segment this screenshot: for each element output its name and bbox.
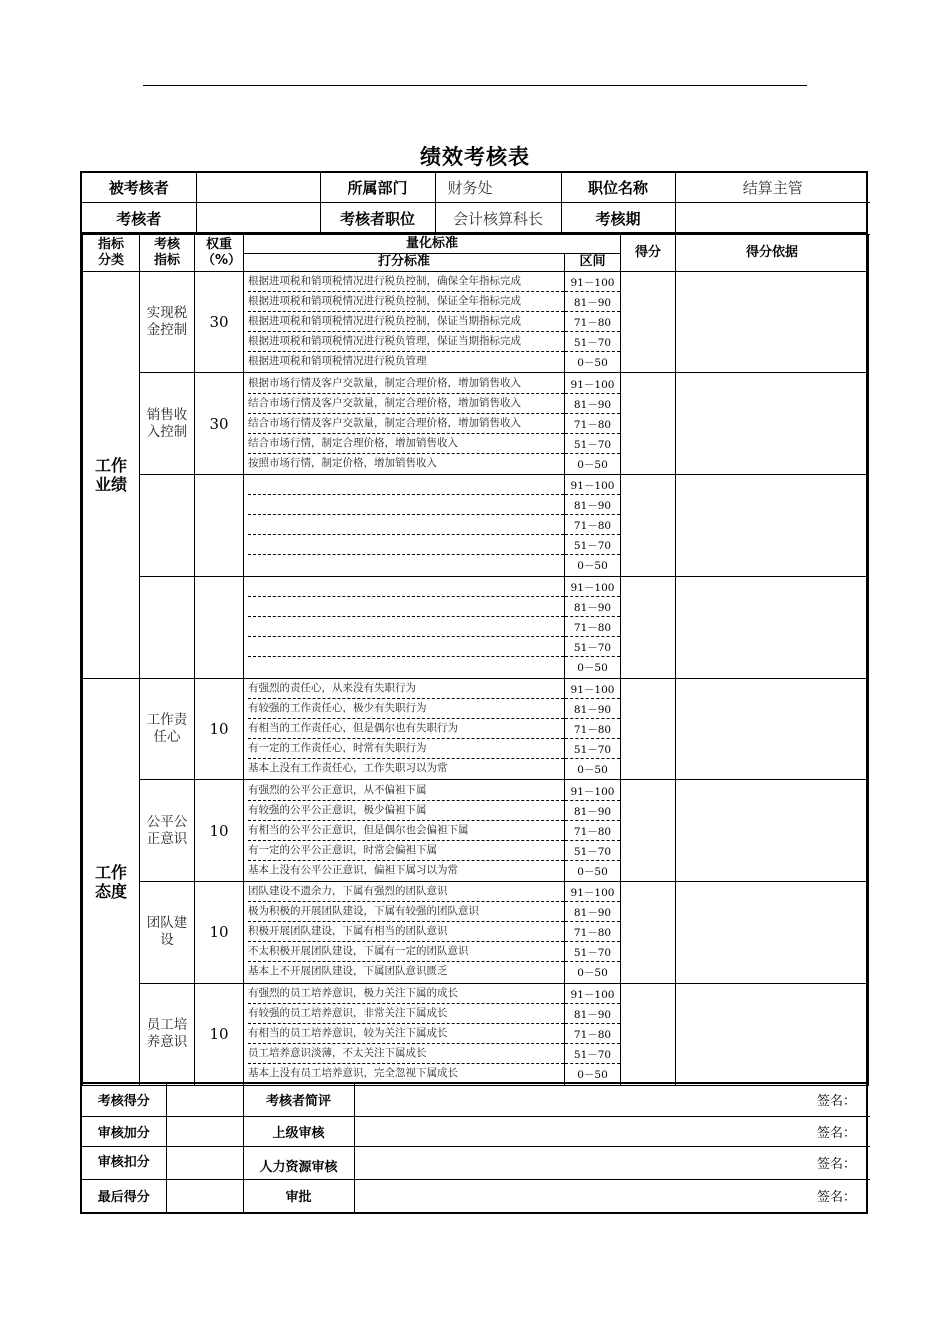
range-value: 0－50 <box>577 356 608 369</box>
category-work-attitude <box>83 678 140 1085</box>
criterion-line: 员工培养意识淡薄，不太关注下属成长 <box>248 1044 564 1064</box>
indicator-name-cell <box>140 576 195 678</box>
range-value: 71－80 <box>565 922 620 942</box>
indicator-weight <box>195 576 244 678</box>
indicator-weight: 10 <box>195 882 244 984</box>
criterion-line <box>248 657 564 677</box>
col-category-header <box>83 235 140 271</box>
range-value: 71－80 <box>565 617 620 637</box>
criterion-line: 有较强的员工培养意识，非常关注下属成长 <box>248 1004 564 1024</box>
page-title: 绩效考核表 <box>420 144 530 169</box>
score-basis-field[interactable] <box>676 983 869 1085</box>
range-value: 51－70 <box>565 1044 620 1064</box>
info-table <box>80 171 868 232</box>
score-ranges <box>565 271 621 373</box>
indicator-weight: 10 <box>195 780 244 882</box>
footer-hr-sign[interactable]: 签名： <box>354 1146 870 1179</box>
criterion-line: 根据市场行情及客户交款量，制定合理价格，增加销售收入 <box>248 374 564 394</box>
indicator-name-cell <box>140 780 195 882</box>
footer-superior-label: 上级审核 <box>243 1116 354 1146</box>
indicator-name: 工作责任心 <box>146 711 188 745</box>
criterion-line: 有强烈的责任心，从来没有失职行为 <box>248 679 564 699</box>
assessor-field[interactable] <box>196 202 320 234</box>
criterion-line: 有相当的员工培养意识，较为关注下属成长 <box>248 1024 564 1044</box>
footer-review-sign[interactable]: 签名： <box>354 1084 870 1116</box>
range-value: 71－80 <box>565 312 620 332</box>
criterion-line: 有较强的公平公正意识，极少偏袒下属 <box>248 801 564 821</box>
indicator-row <box>83 576 869 678</box>
range-value: 91－100 <box>565 781 620 801</box>
position-label: 职位名称 <box>561 173 675 202</box>
col-range-header: 区间 <box>565 253 621 271</box>
range-value: 51－70 <box>565 841 620 861</box>
criterion-line: 基本上没有公平公正意识，偏袒下属习以为常 <box>248 863 458 876</box>
criterion-line: 结合市场行情及客户交款量，制定合理价格，增加销售收入 <box>248 394 564 414</box>
score-basis-field[interactable] <box>676 271 869 373</box>
score-field[interactable] <box>621 983 676 1085</box>
range-value: 0－50 <box>577 662 608 675</box>
col-indicator-header <box>140 235 195 271</box>
assessment-table <box>80 232 868 1084</box>
indicator-row <box>83 373 869 475</box>
criterion-line: 基本上没有员工培养意识，完全忽视下属成长 <box>248 1067 458 1080</box>
range-value: 0－50 <box>577 763 608 776</box>
indicator-name: 销售收入控制 <box>146 406 188 440</box>
range-value: 91－100 <box>565 882 620 902</box>
criterion-line <box>248 515 564 535</box>
range-value: 51－70 <box>565 942 620 962</box>
criterion-line: 不太积极开展团队建设，下属有一定的团队意识 <box>248 942 564 962</box>
col-quant-header: 量化标准 <box>244 235 621 253</box>
score-field[interactable] <box>621 373 676 475</box>
criterion-line: 基本上没有工作责任心，工作失职习以为常 <box>248 761 448 774</box>
range-value: 91－100 <box>565 679 620 699</box>
criterion-line: 结合市场行情，制定合理价格，增加销售收入 <box>248 434 564 454</box>
criterion-line: 根据进项税和销项税情况进行税负控制，保证当期指标完成 <box>248 312 564 332</box>
scoring-criteria <box>244 271 565 373</box>
indicator-name: 员工培养意识 <box>146 1017 188 1051</box>
footer-review-label: 考核者简评 <box>243 1084 354 1116</box>
footer-final-label: 最后得分 <box>82 1179 166 1212</box>
scoring-criteria <box>244 475 565 577</box>
footer-table <box>80 1084 868 1214</box>
footer-approval-sign[interactable]: 签名： <box>354 1179 870 1212</box>
footer-superior-sign[interactable]: 签名： <box>354 1116 870 1146</box>
range-value: 81－90 <box>565 1004 620 1024</box>
col-indicator-text: 考核指标 <box>153 236 180 268</box>
range-value: 51－70 <box>565 739 620 759</box>
score-ranges <box>565 983 621 1085</box>
indicator-name-cell <box>140 678 195 780</box>
score-field[interactable] <box>621 475 676 577</box>
scoring-criteria <box>244 882 565 984</box>
footer-hr-label: 人力资源审核 <box>243 1146 354 1179</box>
range-value: 71－80 <box>565 1024 620 1044</box>
criterion-line: 有强烈的员工培养意识，极力关注下属的成长 <box>248 984 564 1004</box>
score-ranges <box>565 780 621 882</box>
criterion-line: 根据进项税和销项税情况进行税负管理，保证当期指标完成 <box>248 332 564 352</box>
score-ranges <box>565 576 621 678</box>
range-value: 91－100 <box>565 475 620 495</box>
department-label: 所属部门 <box>320 173 435 202</box>
criterion-line <box>248 597 564 617</box>
score-field[interactable] <box>621 678 676 780</box>
range-value: 81－90 <box>565 699 620 719</box>
category-label: 工作业绩 <box>94 455 127 494</box>
score-basis-field[interactable] <box>676 475 869 577</box>
col-category-text: 指标分类 <box>97 236 124 268</box>
assessor-label: 考核者 <box>82 202 196 234</box>
range-value: 71－80 <box>565 821 620 841</box>
assessee-field[interactable] <box>196 173 320 202</box>
range-value: 0－50 <box>577 865 608 878</box>
criterion-line: 积极开展团队建设，下属有相当的团队意识 <box>248 922 564 942</box>
score-ranges <box>565 882 621 984</box>
range-value: 91－100 <box>565 984 620 1004</box>
scoring-criteria <box>244 373 565 475</box>
range-value: 51－70 <box>565 434 620 454</box>
indicator-row <box>83 271 869 373</box>
criterion-line: 根据进项税和销项税情况进行税负控制，确保全年指标完成 <box>248 272 564 292</box>
criterion-line: 有相当的公平公正意识，但是偶尔也会偏袒下属 <box>248 821 564 841</box>
footer-add-label: 审核加分 <box>82 1116 166 1146</box>
indicator-name-cell <box>140 475 195 577</box>
period-label: 考核期 <box>561 202 675 234</box>
indicator-row <box>83 780 869 882</box>
indicator-weight <box>195 475 244 577</box>
indicator-name-cell <box>140 373 195 475</box>
criterion-line: 根据进项税和销项税情况进行税负控制，保证全年指标完成 <box>248 292 564 312</box>
criterion-line: 结合市场行情及客户交款量，制定合理价格，增加销售收入 <box>248 414 564 434</box>
indicator-row <box>83 678 869 780</box>
range-value: 51－70 <box>565 535 620 555</box>
criterion-line: 团队建设不遗余力，下属有强烈的团队意识 <box>248 882 564 902</box>
indicator-row <box>83 983 869 1085</box>
col-weight-header <box>195 235 244 271</box>
indicator-name: 实现税金控制 <box>146 304 188 338</box>
criterion-line <box>248 535 564 555</box>
scoring-criteria <box>244 983 565 1085</box>
indicator-row <box>83 882 869 984</box>
indicator-row <box>83 475 869 577</box>
range-value: 81－90 <box>565 495 620 515</box>
footer-deduct-label: 审核扣分 <box>82 1146 166 1179</box>
criterion-line: 有一定的公平公正意识，时常会偏袒下属 <box>248 841 564 861</box>
header-rule <box>143 85 807 86</box>
range-value: 0－50 <box>577 967 608 980</box>
criterion-line <box>248 495 564 515</box>
score-field[interactable] <box>621 271 676 373</box>
range-value: 0－50 <box>577 458 608 471</box>
scoring-criteria <box>244 678 565 780</box>
department-field[interactable]: 财务处 <box>435 173 561 202</box>
footer-approval-label: 审批 <box>243 1179 354 1212</box>
col-weight-text: 权重（%） <box>202 236 242 268</box>
criterion-line <box>248 617 564 637</box>
range-value: 81－90 <box>565 801 620 821</box>
assessor-position-label: 考核者职位 <box>320 202 435 234</box>
assessor-position-field[interactable]: 会计核算科长 <box>435 202 561 234</box>
range-value: 0－50 <box>577 560 608 573</box>
footer-deduct-field[interactable] <box>166 1146 243 1179</box>
criterion-line <box>248 577 564 597</box>
assessee-label: 被考核者 <box>82 173 196 202</box>
footer-score-label: 考核得分 <box>82 1084 166 1116</box>
range-value: 71－80 <box>565 719 620 739</box>
criterion-line: 有强烈的公平公正意识，从不偏袒下属 <box>248 781 564 801</box>
range-value: 81－90 <box>565 902 620 922</box>
indicator-name-cell <box>140 271 195 373</box>
col-score-header: 得分 <box>621 235 676 271</box>
score-basis-field[interactable] <box>676 576 869 678</box>
criterion-line: 有一定的工作责任心，时常有失职行为 <box>248 739 564 759</box>
indicator-name-cell <box>140 983 195 1085</box>
range-value: 71－80 <box>565 414 620 434</box>
criterion-line <box>248 475 564 495</box>
col-scoring-header: 打分标准 <box>244 253 565 271</box>
indicator-name: 公平公正意识 <box>146 813 188 847</box>
score-field[interactable] <box>621 576 676 678</box>
score-basis-field[interactable] <box>676 373 869 475</box>
range-value: 51－70 <box>565 637 620 657</box>
range-value: 81－90 <box>565 597 620 617</box>
range-value: 81－90 <box>565 394 620 414</box>
range-value: 0－50 <box>577 1069 608 1082</box>
footer-final-field[interactable] <box>166 1179 243 1212</box>
indicator-weight: 10 <box>195 678 244 780</box>
range-value: 91－100 <box>565 374 620 394</box>
range-value: 71－80 <box>565 515 620 535</box>
category-work-performance <box>83 271 140 678</box>
indicator-name-cell <box>140 882 195 984</box>
category-label: 工作态度 <box>94 862 127 901</box>
col-basis-header: 得分依据 <box>676 235 869 271</box>
criterion-line: 根据进项税和销项税情况进行税负管理 <box>248 354 427 367</box>
range-value: 91－100 <box>565 272 620 292</box>
indicator-weight: 30 <box>195 271 244 373</box>
criterion-line: 按照市场行情，制定价格，增加销售收入 <box>248 456 437 469</box>
scoring-criteria <box>244 780 565 882</box>
scoring-criteria <box>244 576 565 678</box>
criterion-line: 有相当的工作责任心，但是偶尔也有失职行为 <box>248 719 564 739</box>
score-basis-field[interactable] <box>676 780 869 882</box>
range-value: 51－70 <box>565 332 620 352</box>
criterion-line: 基本上不开展团队建设，下属团队意识匮乏 <box>248 965 448 978</box>
period-field[interactable] <box>675 202 870 234</box>
criterion-line: 极为积极的开展团队建设，下属有较强的团队意识 <box>248 902 564 922</box>
score-ranges <box>565 678 621 780</box>
criterion-line: 有较强的工作责任心，极少有失职行为 <box>248 699 564 719</box>
indicator-name: 团队建设 <box>146 915 188 949</box>
indicator-weight: 30 <box>195 373 244 475</box>
indicator-weight: 10 <box>195 983 244 1085</box>
score-ranges <box>565 373 621 475</box>
range-value: 91－100 <box>565 577 620 597</box>
criterion-line <box>248 637 564 657</box>
score-field[interactable] <box>621 882 676 984</box>
score-ranges <box>565 475 621 577</box>
footer-add-field[interactable] <box>166 1116 243 1146</box>
range-value: 81－90 <box>565 292 620 312</box>
position-field[interactable]: 结算主管 <box>675 173 870 202</box>
score-basis-field[interactable] <box>676 678 869 780</box>
criterion-line <box>248 555 564 575</box>
score-field[interactable] <box>621 780 676 882</box>
score-basis-field[interactable] <box>676 882 869 984</box>
footer-score-field[interactable] <box>166 1084 243 1116</box>
